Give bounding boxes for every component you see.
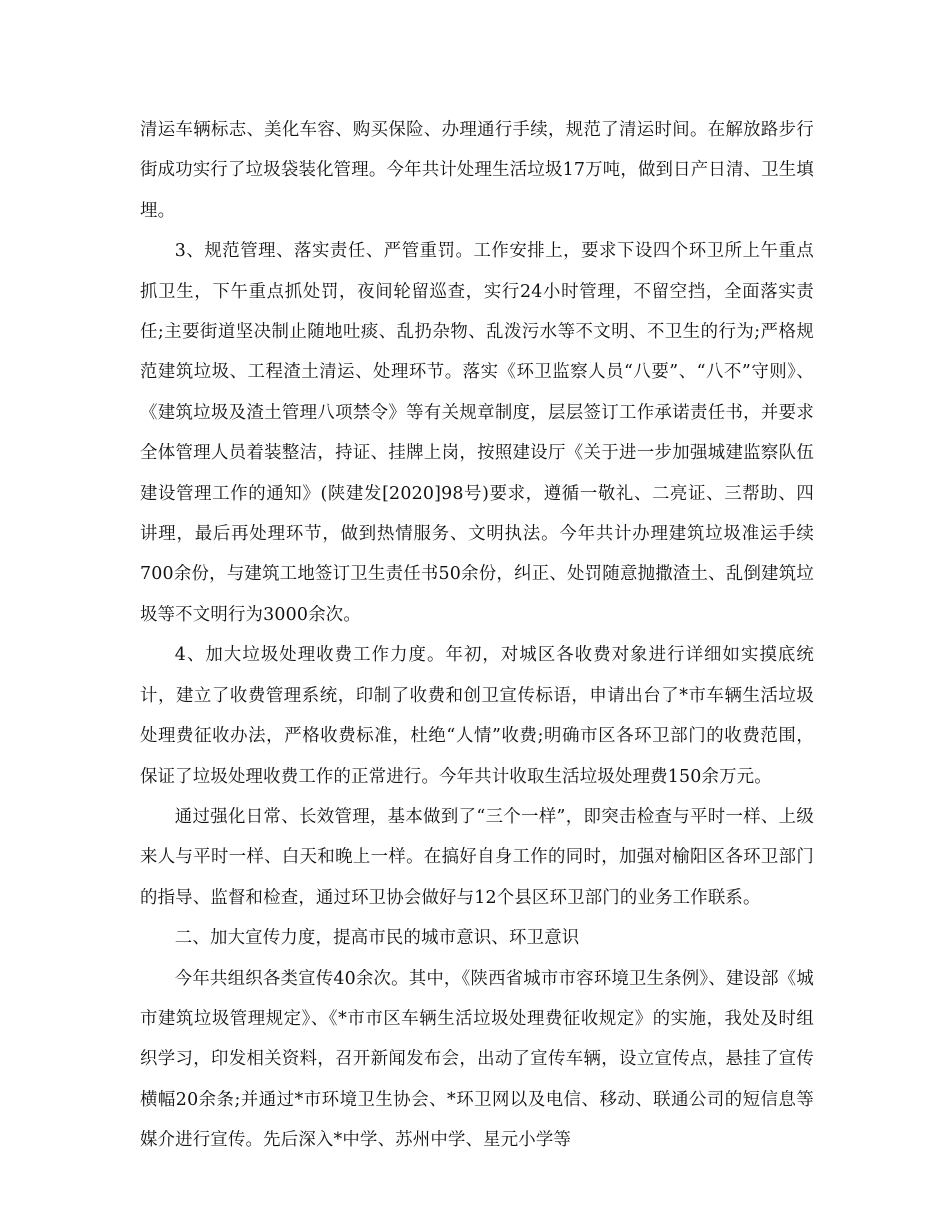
document-body	[140, 110, 814, 1161]
paragraph-3: 4、加大垃圾处理收费工作力度。年初，对城区各收费对象进行详细如实摸底统计，建立了收费管理系统，印制了收费和创卫宣传标语，申请出台了*市车辆生活垃圾处理费征收办法，严格收费标准，杜绝“人情”收费;明确市区各环卫部门的收费范围，保证了垃圾处理收费工作的正常进行。今年共计收取生活垃圾处理费150余万元。	[140, 645, 814, 787]
paragraph-5: 今年共组织各类宣传40余次。其中，《陕西省城市市容环境卫生条例》、建设部《城市建筑垃圾管理规定》、《*市市区车辆生活垃圾处理费征收规定》的实施，我处及时组织学习，印发相关资料，召开新闻发布会，出动了宣传车辆，设立宣传点，悬挂了宣传横幅20余条;并通过*市环境卫生协会、*环卫网以及电信、移动、联通公司的短信息等媒介进行宣传。先后深入*中学、苏州中学、星元小学等	[140, 968, 814, 1151]
paragraph-4: 通过强化日常、长效管理，基本做到了“三个一样”，即突击检查与平时一样、上级来人与平时一样、白天和晚上一样。在搞好自身工作的同时，加强对榆阳区各环卫部门的指导、监督和检查，通过环卫协会做好与12个县区环卫部门的业务工作联系。	[140, 806, 814, 908]
section-heading: 二、加大宣传力度，提高市民的城市意识、环卫意识	[174, 928, 580, 949]
paragraph-2: 3、规范管理、落实责任、严管重罚。工作安排上，要求下设四个环卫所上午重点抓卫生，下午重点抓处罚，夜间轮留巡查，实行24小时管理，不留空挡，全面落实责任;主要街道坚决制止随地吐痰、乱扔杂物、乱泼污水等不文明、不卫生的行为;严格规范建筑垃圾、工程渣土清运、处理环节。落实《环卫监察人员“八要”、“八不”守则》、《建筑垃圾及渣土管理八项禁令》等有关规章制度，层层签订工作承诺责任书，并要求全体管理人员着装整洁，持证、挂牌上岗，按照建设厅《关于进一步加强城建监察队伍建设管理工作的通知》(陕建发[2020]98号)要求，遵循一敬礼、二亮证、三帮助、四讲理，最后再处理环节，做到热情服务、文明执法。今年共计办理建筑垃圾准运手续700余份，与建筑工地签订卫生责任书50余份，纠正、处罚随意抛撒渣土、乱倒建筑垃圾等不文明行为3000余次。	[140, 241, 814, 625]
paragraph-1: 清运车辆标志、美化车容、购买保险、办理通行手续，规范了清运时间。在解放路步行街成功实行了垃圾袋装化管理。今年共计处理生活垃圾17万吨，做到日产日清、卫生填埋。	[140, 120, 814, 221]
